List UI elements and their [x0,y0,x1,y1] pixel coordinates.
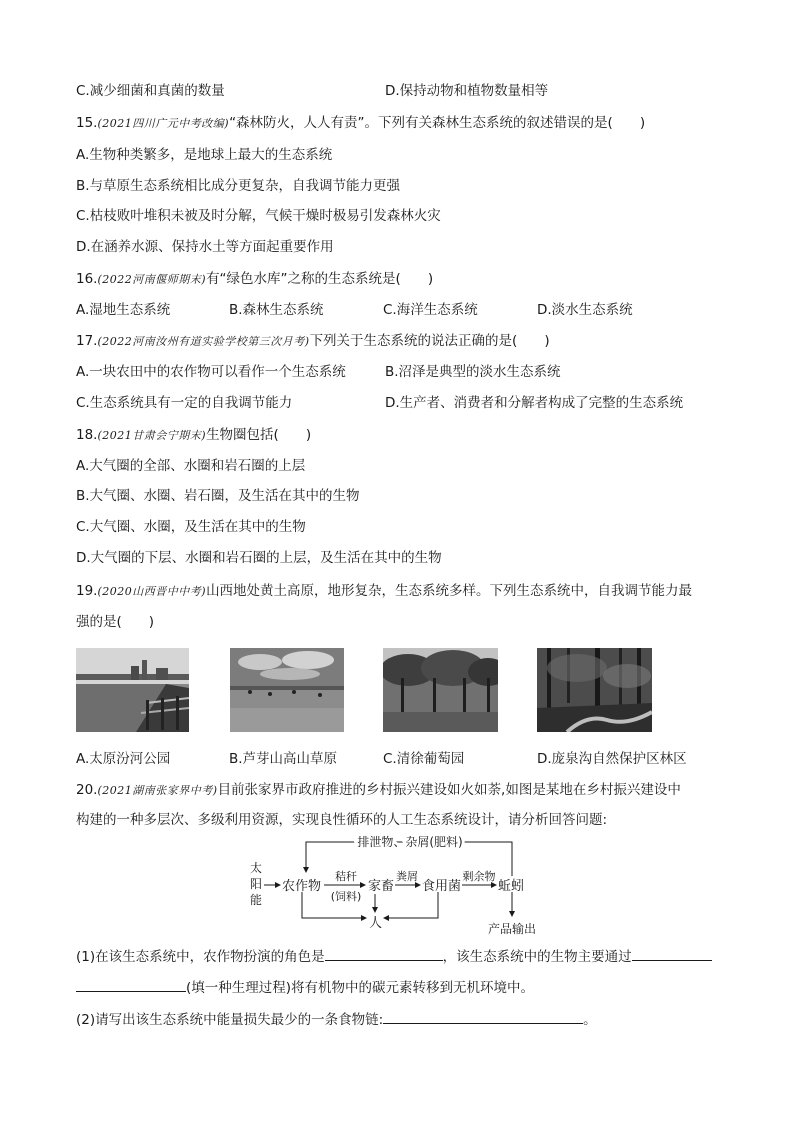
q14-option-c: C.减少细菌和真菌的数量 [76,83,225,99]
q20-sub1-text: (1)在该生态系统中，农作物扮演的角色是 [76,949,325,965]
label-feed: (饲料) [330,890,362,903]
q16-option-c: C.海洋生态系统 [383,302,478,318]
node-edible-fungus: 食用菌 [422,879,462,894]
question-number: 15. [76,115,98,131]
q15-option-a: A.生物种类繁多，是地球上最大的生态系统 [76,147,333,163]
photo-fenhe-park [76,648,189,732]
q17-option-a: A.一块农田中的农作物可以看作一个生态系统 [76,364,346,380]
ecosystem-flow-diagram [250,832,540,944]
q16-option-a: A.湿地生态系统 [76,302,171,318]
q17-option-b: B.沼泽是典型的淡水生态系统 [385,364,561,380]
node-livestock: 家畜 [368,879,395,894]
label-excreta-fertilizer: 排泄物、杂屑(肥料) [357,835,463,849]
q15-option-d: D.在涵养水源、保持水土等方面起重要作用 [76,239,334,255]
label-manure: 粪屑 [396,870,418,883]
question-number: 18. [76,427,98,443]
question-18-stem [76,426,311,445]
q16-option-b: B.森林生态系统 [229,302,324,318]
q19-option-d: D.庞泉沟自然保护区林区 [537,751,687,767]
q20-sub2-text: 。 [583,1012,597,1028]
question-20-stem-cont: 构建的一种多层次、多级利用资源，实现良性循环的人工生态系统设计，请分析回答问题: [76,812,608,828]
question-source: (2021湖南张家界中考) [97,784,218,797]
question-text: 山西地处黄土高原，地形复杂，生态系统多样。下列生态系统中，自我调节能力最 [206,583,693,599]
q17-option-c: C.生态系统具有一定的自我调节能力 [76,395,293,411]
answer-blank[interactable] [383,1009,583,1024]
question-source: (2021甘肃会宁期末) [97,429,207,442]
label-sun: 阳 [250,877,263,891]
label-residue: 剩余物 [462,870,496,883]
question-19-stem [76,582,692,601]
q15-option-b: B.与草原生态系统相比成分更复杂，自我调节能力更强 [76,178,401,194]
question-text: 目前张家界市政府推进的乡村振兴建设如火如荼,如图是某地在乡村振兴建设中 [217,782,681,798]
photo-pangquangou-forest [537,648,652,732]
answer-blank[interactable] [325,946,443,961]
q20-sub2-text: (2)请写出该生态系统中能量损失最少的一条食物链: [76,1012,384,1028]
q17-option-d: D.生产者、消费者和分解者构成了完整的生态系统 [385,395,684,411]
label-product-output: 产品输出 [487,922,537,936]
label-sun: 太 [250,861,263,875]
q14-option-d: D.保持动物和植物数量相等 [385,83,549,99]
answer-blank[interactable] [632,946,712,961]
question-number: 19. [76,583,98,599]
photo-qingxu-vineyard [383,648,498,732]
photo-luya-mountain-grassland [230,648,344,732]
q18-option-a: A.大气圈的全部、水圈和岩石圈的上层 [76,458,306,474]
question-text: 生物圈包括( ) [206,427,312,443]
question-16-stem [76,270,433,289]
label-sun: 能 [250,893,263,907]
question-source: (2020山西晋中中考) [97,585,207,598]
question-number: 16. [76,271,98,287]
question-text: “森林防火，人人有责”。下列有关森林生态系统的叙述错误的是( ) [229,115,646,131]
question-15-stem [76,114,645,133]
question-number: 20. [76,782,98,798]
q18-option-d: D.大气圈的下层、水圈和岩石圈的上层，及生活在其中的生物 [76,550,442,566]
question-19-stem-cont: 强的是( ) [76,614,155,630]
q20-sub1-text: ，该生态系统中的生物主要通过 [442,949,632,965]
q16-option-d: D.淡水生态系统 [537,302,633,318]
q18-option-c: C.大气圈、水圈，及生活在其中的生物 [76,519,306,535]
answer-blank[interactable] [76,977,186,992]
q20-sub1-text: (填一种生理过程)将有机物中的碳元素转移到无机环境中。 [186,980,535,996]
question-source: (2021四川广元中考改编) [97,117,230,130]
q15-option-c: C.枯枝败叶堆积未被及时分解，气候干燥时极易引发森林火灾 [76,208,441,224]
node-earthworm: 蚯蚓 [498,879,525,894]
q19-option-b: B.芦芽山高山草原 [229,751,338,767]
question-20-stem [76,781,681,800]
question-17-stem [76,332,550,351]
question-source: (2022河南偃师期末) [97,273,207,286]
label-straw: 秸秆 [335,870,357,883]
q19-option-a: A.太原汾河公园 [76,751,171,767]
q19-option-c: C.清徐葡萄园 [383,751,465,767]
node-crops: 农作物 [282,879,322,894]
q18-option-b: B.大气圈、水圈、岩石圈，及生活在其中的生物 [76,488,360,504]
question-source: (2022河南汝州有道实验学校第三次月考) [97,335,310,348]
q20-sub1-cont [76,977,534,997]
question-text: 有“绿色水库”之称的生态系统是( ) [206,271,434,287]
q20-sub1 [76,946,712,966]
node-human: 人 [369,916,383,931]
question-text: 下列关于生态系统的说法正确的是( ) [309,333,550,349]
question-number: 17. [76,333,98,349]
q20-sub2 [76,1009,597,1029]
